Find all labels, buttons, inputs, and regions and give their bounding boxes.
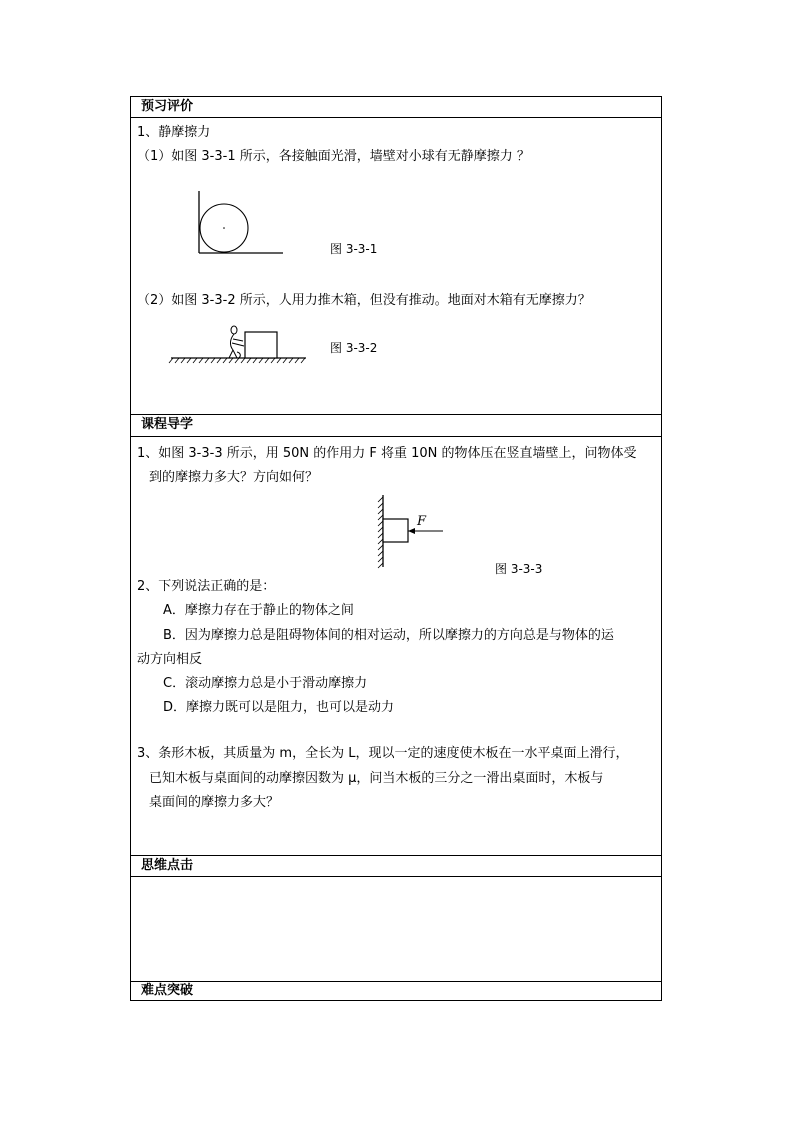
guide-q1-line2: 到的摩擦力多大？方向如何？ <box>149 470 319 485</box>
divider <box>131 981 661 982</box>
divider <box>131 855 661 856</box>
question-1-2: （2）如图 3-3-2 所示，人用力推木箱，但没有推动。地面对木箱有无摩擦力？ <box>137 293 591 308</box>
guide-q3-line2: 已知木板与桌面间的动摩擦因数为 μ，问当木板的三分之一滑出桌面时，木板与 <box>149 771 604 786</box>
preview-header: 预习评价 <box>141 99 194 114</box>
figure-3-3-1-label: 图 3-3-1 <box>330 242 378 256</box>
force-label-F: F <box>417 514 427 529</box>
guide-q3-line1: 3、条形木板，其质量为 m，全长为 L，现以一定的速度使木板在一水平桌面上滑行， <box>137 746 629 761</box>
divider <box>131 414 661 415</box>
figure-3-3-1 <box>197 191 287 257</box>
worksheet-table <box>130 96 662 1001</box>
figure-3-3-3-label: 图 3-3-3 <box>495 562 543 576</box>
figure-3-3-2-label: 图 3-3-2 <box>330 341 378 355</box>
option-b-line2: 动方向相反 <box>137 652 203 667</box>
thinking-header: 思维点击 <box>141 858 194 873</box>
figure-3-3-2 <box>171 325 321 365</box>
item1-title: 1、静摩擦力 <box>137 125 211 140</box>
option-c: C．滚动摩擦力总是小于滑动摩擦力 <box>163 676 368 691</box>
guide-q2-title: 2、下列说法正确的是： <box>137 579 276 594</box>
guide-q1-line1: 1、如图 3-3-3 所示，用 50N 的作用力 F 将重 10N 的物体压在竖直墙壁上，问物体受 <box>137 446 637 461</box>
option-b-line1: B．因为摩擦力总是阻碍物体间的相对运动，所以摩擦力的方向总是与物体的运 <box>163 628 614 643</box>
divider <box>131 117 661 118</box>
option-a: A．摩擦力存在于静止的物体之间 <box>163 603 354 618</box>
guide-header: 课程导学 <box>141 417 194 432</box>
breakthrough-header: 难点突破 <box>141 983 194 998</box>
question-1-1: （1）如图 3-3-1 所示，各接触面光滑，墙壁对小球有无静摩擦力 ？ <box>137 149 530 164</box>
divider <box>131 436 661 437</box>
figure-3-3-3 <box>377 495 457 569</box>
option-d: D．摩擦力既可以是阻力，也可以是动力 <box>163 700 395 715</box>
guide-q3-line3: 桌面间的摩擦力多大？ <box>149 795 280 810</box>
divider <box>131 876 661 877</box>
